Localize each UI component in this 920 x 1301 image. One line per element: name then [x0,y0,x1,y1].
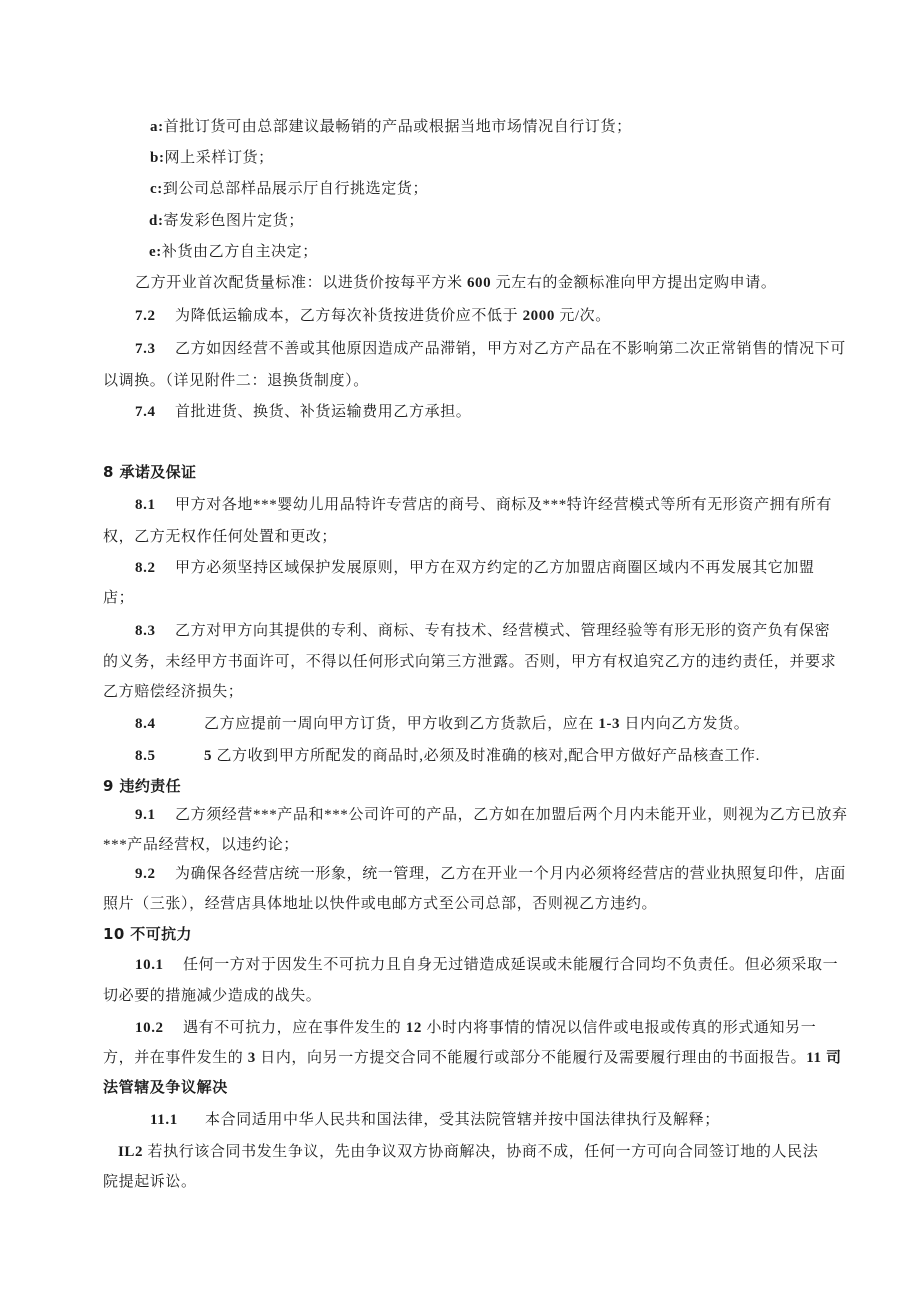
clause-number: 7.3 [135,341,156,357]
clause-9-2-continued [103,894,657,914]
clause-text: 乙方赔偿经济损失； [103,684,244,700]
clause-amount: 2000 [522,308,555,324]
clause-text: 甲方对各地***婴幼儿用品特许专营店的商号、商标及***特许经营模式等所有无形资产拥有所有 [175,497,833,513]
clause-7-3 [135,339,846,359]
section-heading-8 [103,462,196,482]
clause-8-3 [135,621,830,641]
clause-text: 乙方如因经营不善或其他原因造成产品滞销，甲方对乙方产品在不影响第二次正常销售的情况下可 [175,341,846,357]
clause-text: 元/次。 [554,308,611,324]
clause-text: 切必要的措施减少造成的战失。 [103,988,322,1004]
clause-8-3-continued [103,682,243,702]
clause-8-3-continued [103,652,836,672]
clause-text: 店； [103,590,135,606]
clause-text: 本合同适用中华人民共和国法律，受其法院管辖并按中国法律执行及解释； [205,1112,720,1128]
clause-number: 7.2 [135,308,156,324]
section-heading-text: 10 不可抗力 [103,925,192,943]
clause-days: 3 [247,1050,256,1066]
clause-text: 若执行该合同书发生争议，先由争议双方协商解决，协商不成，任何一方可向合同签订地的人民法 [143,1144,819,1160]
clause-text: 乙方须经营***产品和***公司许可的产品，乙方如在加盟后两个月内未能开业，则视为乙方已放弃 [175,807,848,823]
clause-number: 8.5 [135,748,156,764]
clause-7-4 [135,402,471,422]
order-method-c [150,179,428,199]
clause-8-1-continued [103,527,337,547]
clause-9-1 [135,805,848,825]
clause-9-2 [135,864,846,884]
clause-11-1 [150,1110,720,1130]
clause-number: 11.1 [150,1112,178,1128]
section-heading-text: 8 承诺及保证 [103,463,197,481]
first-order-amount: 600 [466,275,492,291]
clause-text: 的义务，未经甲方书面许可，不得以任何形式向第三方泄露。否则，甲方有权追究乙方的违约责任，并要求 [103,654,837,670]
order-method-text: 补货由乙方自主决定； [161,244,318,260]
clause-number: 8.3 [135,623,156,639]
clause-text: 照片（三张），经营店具体地址以快件或电邮方式至公司总部，否则视乙方违约。 [103,896,658,912]
clause-11-2 [118,1142,818,1162]
order-method-b [150,148,274,168]
order-method-label: b: [150,150,165,166]
clause-10-2-continued [103,1048,842,1068]
section-heading-10 [103,924,192,944]
first-order-text: 乙方开业首次配货量标准：以进货价按每平方米 [135,275,467,291]
order-method-a [150,117,632,137]
order-method-text: 首批订货可由总部建议最畅销的产品或根据当地市场情况自行订货； [163,119,632,135]
clause-text: 为确保各经营店统一形象，统一管理，乙方在开业一个月内必须将经营店的营业执照复印件，店面 [175,866,846,882]
section-heading-text: 9 违约责任 [103,777,182,795]
clause-8-2-continued [103,588,134,608]
clause-text: 为降低运输成本，乙方每次补货按进货价应不低于 [175,308,523,324]
clause-8-5 [135,746,760,766]
clause-10-1-continued [103,986,321,1006]
clause-number: 8.2 [135,560,156,576]
clause-text: 小时内将事情的情况以信件或电报或传真的形式通知另一 [421,1020,817,1036]
clause-number: 9.1 [135,807,156,823]
order-method-text: 到公司总部样品展示厅自行挑选定货； [162,181,429,197]
clause-text: 首批进货、换货、补货运输费用乙方承担。 [175,404,472,420]
clause-number: 10.1 [135,957,164,973]
first-order-standard [135,273,776,293]
clause-text: 日内向乙方发货。 [620,716,750,732]
clause-11-2-continued [103,1172,197,1192]
order-method-e [149,242,318,262]
clause-text: 乙方应提前一周向甲方订货，甲方收到乙方货款后，应在 [204,716,599,732]
order-method-label: c: [150,181,163,197]
clause-number: 8.4 [135,716,156,732]
clause-10-2 [135,1018,816,1038]
clause-text: ***产品经营权，以违约论； [103,837,299,853]
section-heading-text: 法管辖及争议解决 [103,1080,228,1096]
clause-number: 8.1 [135,497,156,513]
clause-10-1 [135,955,838,975]
clause-8-2 [135,558,815,578]
clause-text: 乙方对甲方向其提供的专利、商标、专有技术、经营模式、管理经验等有形无形的资产负有保密 [175,623,831,639]
clause-lead-number: 5 [204,748,213,764]
clause-number: 9.2 [135,866,156,882]
order-method-text: 网上采样订货； [164,150,274,166]
clause-number: IL2 [118,1144,144,1160]
clause-text: 权，乙方无权作任何处置和更改； [103,529,338,545]
clause-text: 院提起诉讼。 [103,1174,197,1190]
clause-text: 甲方必须坚持区域保护发展原则，甲方在双方约定的乙方加盟店商圈区域内不再发展其它加盟 [175,560,815,576]
clause-7-2 [135,306,611,326]
clause-8-1 [135,495,832,515]
section-heading-9 [103,776,181,796]
section-heading-11: 11 司 [806,1050,842,1066]
clause-number: 10.2 [135,1020,164,1036]
order-method-label: d: [149,213,164,229]
order-method-text: 寄发彩色图片定货； [163,213,304,229]
order-method-label: a: [150,119,164,135]
first-order-text: 元左右的金额标准向甲方提出定购申请。 [491,275,777,291]
section-heading-11-continued [103,1078,228,1098]
clause-text: 方，并在事件发生的 [103,1050,248,1066]
clause-text: 任何一方对于因发生不可抗力且自身无过错造成延误或未能履行合同均不负责任。但必须采取一 [183,957,839,973]
clause-text: 遇有不可抗力，应在事件发生的 [183,1020,406,1036]
clause-7-3-continued [103,371,369,391]
clause-days: 1-3 [598,716,621,732]
clause-number: 7.4 [135,404,156,420]
order-method-label: e: [149,244,162,260]
clause-text: 日内，向另一方提交合同不能履行或部分不能履行及需要履行理由的书面报告。 [255,1050,807,1066]
clause-text: 乙方收到甲方所配发的商品时,必须及时准确的核对,配合甲方做好产品核查工作. [212,748,760,764]
clause-hours: 12 [405,1020,422,1036]
clause-9-1-continued [103,835,299,855]
order-method-d [149,211,304,231]
clause-8-4 [135,714,749,734]
clause-text: 以调换。（详见附件二：退换货制度）。 [103,373,369,389]
